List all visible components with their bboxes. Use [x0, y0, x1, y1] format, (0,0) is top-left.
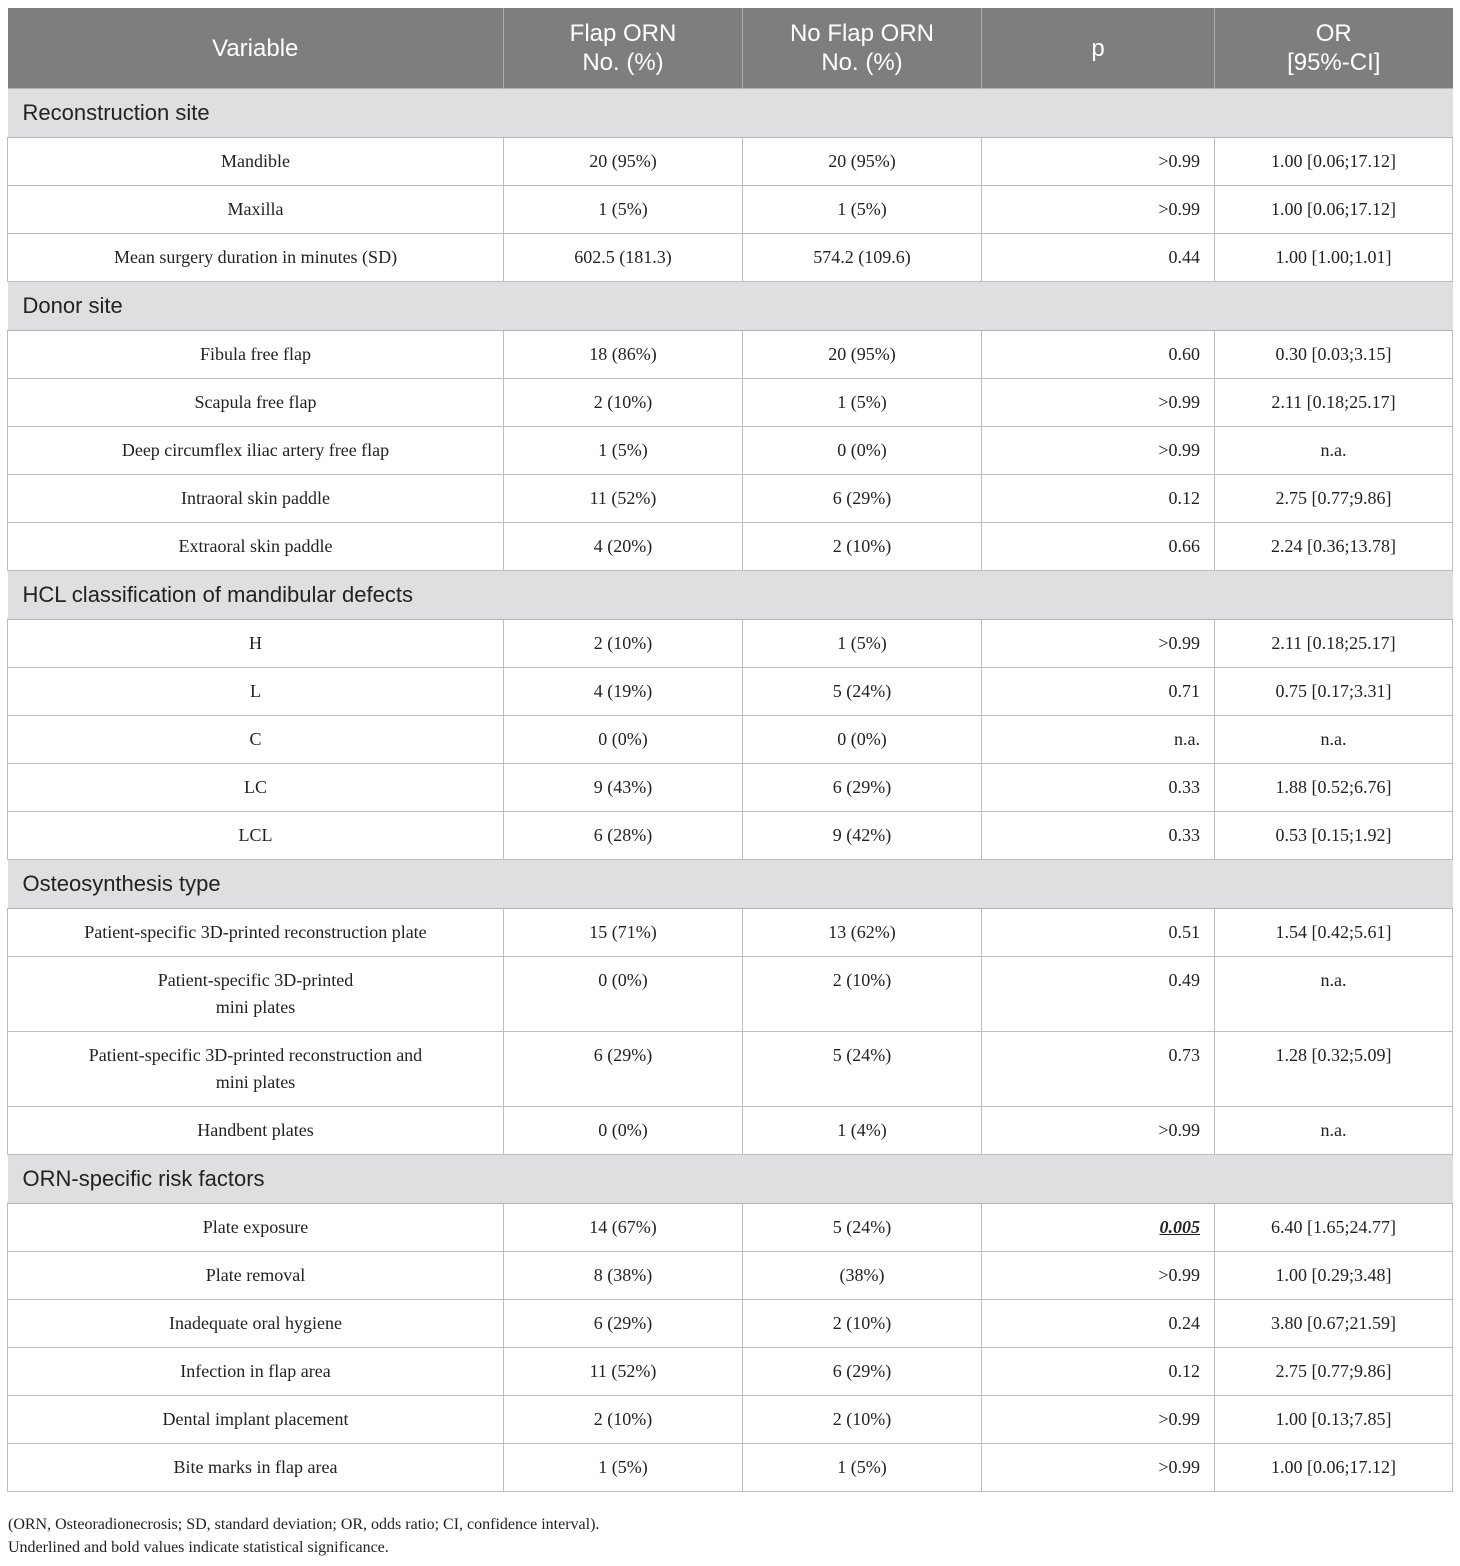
cell-variable: C [8, 716, 504, 764]
table-row [8, 138, 1453, 186]
cell-p-value: n.a. [982, 716, 1215, 764]
table-row [8, 1444, 1453, 1492]
table-row [8, 1300, 1453, 1348]
cell-no-flap-orn: 1 (5%) [743, 1444, 982, 1492]
cell-p-value: 0.24 [982, 1300, 1215, 1348]
table-row [8, 764, 1453, 812]
cell-p-value: >0.99 [982, 186, 1215, 234]
cell-no-flap-orn: 1 (5%) [743, 186, 982, 234]
cell-no-flap-orn: 5 (24%) [743, 1204, 982, 1252]
cell-variable: Bite marks in flap area [8, 1444, 504, 1492]
table-row [8, 379, 1453, 427]
cell-flap-orn: 0 (0%) [504, 716, 743, 764]
cell-flap-orn: 6 (29%) [504, 1300, 743, 1348]
cell-odds-ratio: 2.11 [0.18;25.17] [1215, 379, 1453, 427]
cell-p-value: 0.60 [982, 331, 1215, 379]
table-row [8, 1204, 1453, 1252]
cell-variable: Extraoral skin paddle [8, 523, 504, 571]
section-row [8, 1155, 1453, 1204]
cell-no-flap-orn: 6 (29%) [743, 764, 982, 812]
cell-odds-ratio: 0.30 [0.03;3.15] [1215, 331, 1453, 379]
cell-no-flap-orn: 5 (24%) [743, 1032, 982, 1107]
section-title: HCL classification of mandibular defects [8, 571, 1453, 620]
table-row [8, 668, 1453, 716]
cell-variable: Scapula free flap [8, 379, 504, 427]
cell-flap-orn: 9 (43%) [504, 764, 743, 812]
cell-odds-ratio: 2.24 [0.36;13.78] [1215, 523, 1453, 571]
section-title: Reconstruction site [8, 89, 1453, 138]
cell-variable: LCL [8, 812, 504, 860]
cell-p-value: 0.71 [982, 668, 1215, 716]
cell-variable: Fibula free flap [8, 331, 504, 379]
cell-no-flap-orn: 2 (10%) [743, 1300, 982, 1348]
cell-no-flap-orn: 2 (10%) [743, 957, 982, 1032]
section-row [8, 89, 1453, 138]
cell-no-flap-orn: 0 (0%) [743, 716, 982, 764]
cell-odds-ratio: 1.00 [0.13;7.85] [1215, 1396, 1453, 1444]
table-row [8, 620, 1453, 668]
cell-variable: Infection in flap area [8, 1348, 504, 1396]
cell-flap-orn: 0 (0%) [504, 1107, 743, 1155]
table-row [8, 1396, 1453, 1444]
cell-p-value: >0.99 [982, 620, 1215, 668]
table-row [8, 1348, 1453, 1396]
table-row [8, 909, 1453, 957]
cell-no-flap-orn: 2 (10%) [743, 523, 982, 571]
cell-variable: Patient-specific 3D-printed reconstruction plate [8, 909, 504, 957]
cell-variable: LC [8, 764, 504, 812]
cell-flap-orn: 1 (5%) [504, 427, 743, 475]
cell-p-value: >0.99 [982, 379, 1215, 427]
cell-variable: Mean surgery duration in minutes (SD) [8, 234, 504, 282]
cell-flap-orn: 4 (19%) [504, 668, 743, 716]
cell-flap-orn: 602.5 (181.3) [504, 234, 743, 282]
cell-odds-ratio: 3.80 [0.67;21.59] [1215, 1300, 1453, 1348]
cell-variable: Intraoral skin paddle [8, 475, 504, 523]
cell-p-value: >0.99 [982, 138, 1215, 186]
cell-no-flap-orn: 6 (29%) [743, 475, 982, 523]
header-p-value: p [982, 8, 1215, 89]
cell-flap-orn: 2 (10%) [504, 1396, 743, 1444]
footnote-abbreviations: (ORN, Osteoradionecrosis; SD, standard deviation; OR, odds ratio; CI, confidence interval). [8, 1516, 600, 1533]
cell-odds-ratio: 1.88 [0.52;6.76] [1215, 764, 1453, 812]
cell-p-value: >0.99 [982, 1107, 1215, 1155]
header-odds-ratio: OR [95%-CI] [1215, 8, 1453, 89]
cell-variable: Plate removal [8, 1252, 504, 1300]
cell-variable: Dental implant placement [8, 1396, 504, 1444]
cell-p-value: 0.12 [982, 475, 1215, 523]
cell-odds-ratio: 0.53 [0.15;1.92] [1215, 812, 1453, 860]
cell-variable: H [8, 620, 504, 668]
cell-flap-orn: 8 (38%) [504, 1252, 743, 1300]
cell-flap-orn: 14 (67%) [504, 1204, 743, 1252]
cell-flap-orn: 1 (5%) [504, 186, 743, 234]
cell-odds-ratio: 1.00 [0.06;17.12] [1215, 1444, 1453, 1492]
table-row [8, 716, 1453, 764]
cell-p-value: 0.49 [982, 957, 1215, 1032]
footnotes [8, 1513, 599, 1559]
table-row [8, 523, 1453, 571]
cell-flap-orn: 11 (52%) [504, 475, 743, 523]
section-title: Osteosynthesis type [8, 860, 1453, 909]
cell-variable: Handbent plates [8, 1107, 504, 1155]
cell-variable: Patient-specific 3D-printed reconstruction and mini plates [8, 1032, 504, 1107]
cell-no-flap-orn: 574.2 (109.6) [743, 234, 982, 282]
cell-flap-orn: 2 (10%) [504, 620, 743, 668]
cell-odds-ratio: 2.11 [0.18;25.17] [1215, 620, 1453, 668]
results-table [7, 8, 1453, 1492]
cell-no-flap-orn: (38%) [743, 1252, 982, 1300]
data-table-container [7, 8, 1452, 1492]
cell-p-value: >0.99 [982, 1252, 1215, 1300]
cell-variable: Patient-specific 3D-printed mini plates [8, 957, 504, 1032]
footnote-significance: Underlined and bold values indicate statistical significance. [8, 1539, 389, 1556]
cell-p-value: 0.33 [982, 812, 1215, 860]
table-row [8, 957, 1453, 1032]
cell-no-flap-orn: 1 (4%) [743, 1107, 982, 1155]
section-title: ORN-specific risk factors [8, 1155, 1453, 1204]
cell-p-value: >0.99 [982, 427, 1215, 475]
cell-odds-ratio: 1.00 [0.06;17.12] [1215, 186, 1453, 234]
table-row [8, 1252, 1453, 1300]
cell-odds-ratio: 2.75 [0.77;9.86] [1215, 1348, 1453, 1396]
cell-no-flap-orn: 20 (95%) [743, 331, 982, 379]
cell-flap-orn: 11 (52%) [504, 1348, 743, 1396]
cell-p-value: 0.66 [982, 523, 1215, 571]
table-row [8, 1032, 1453, 1107]
table-row [8, 331, 1453, 379]
cell-no-flap-orn: 9 (42%) [743, 812, 982, 860]
cell-no-flap-orn: 20 (95%) [743, 138, 982, 186]
cell-no-flap-orn: 0 (0%) [743, 427, 982, 475]
cell-flap-orn: 4 (20%) [504, 523, 743, 571]
cell-flap-orn: 18 (86%) [504, 331, 743, 379]
section-row [8, 282, 1453, 331]
cell-variable: Inadequate oral hygiene [8, 1300, 504, 1348]
section-row [8, 860, 1453, 909]
cell-odds-ratio: 1.54 [0.42;5.61] [1215, 909, 1453, 957]
table-row [8, 812, 1453, 860]
header-flap-orn: Flap ORN No. (%) [504, 8, 743, 89]
table-row [8, 1107, 1453, 1155]
cell-flap-orn: 1 (5%) [504, 1444, 743, 1492]
cell-flap-orn: 6 (28%) [504, 812, 743, 860]
cell-variable: Deep circumflex iliac artery free flap [8, 427, 504, 475]
section-title: Donor site [8, 282, 1453, 331]
cell-odds-ratio: n.a. [1215, 427, 1453, 475]
cell-odds-ratio: 1.00 [0.06;17.12] [1215, 138, 1453, 186]
cell-odds-ratio: 0.75 [0.17;3.31] [1215, 668, 1453, 716]
cell-odds-ratio: 6.40 [1.65;24.77] [1215, 1204, 1453, 1252]
cell-odds-ratio: n.a. [1215, 716, 1453, 764]
cell-flap-orn: 2 (10%) [504, 379, 743, 427]
cell-flap-orn: 15 (71%) [504, 909, 743, 957]
cell-flap-orn: 6 (29%) [504, 1032, 743, 1107]
table-header [8, 8, 1453, 89]
table-row [8, 475, 1453, 523]
cell-no-flap-orn: 2 (10%) [743, 1396, 982, 1444]
table-row [8, 427, 1453, 475]
cell-p-value: 0.33 [982, 764, 1215, 812]
table-body [8, 89, 1453, 1492]
cell-odds-ratio: 1.28 [0.32;5.09] [1215, 1032, 1453, 1107]
cell-odds-ratio: 1.00 [0.29;3.48] [1215, 1252, 1453, 1300]
cell-p-value: 0.12 [982, 1348, 1215, 1396]
cell-p-value: >0.99 [982, 1444, 1215, 1492]
cell-variable: Mandible [8, 138, 504, 186]
cell-p-value: 0.51 [982, 909, 1215, 957]
cell-no-flap-orn: 5 (24%) [743, 668, 982, 716]
cell-odds-ratio: n.a. [1215, 957, 1453, 1032]
cell-no-flap-orn: 6 (29%) [743, 1348, 982, 1396]
section-row [8, 571, 1453, 620]
header-variable: Variable [8, 8, 504, 89]
cell-p-value: 0.44 [982, 234, 1215, 282]
cell-flap-orn: 20 (95%) [504, 138, 743, 186]
table-row [8, 234, 1453, 282]
table-row [8, 186, 1453, 234]
cell-p-value: 0.005 [982, 1204, 1215, 1252]
cell-odds-ratio: n.a. [1215, 1107, 1453, 1155]
cell-p-value: 0.73 [982, 1032, 1215, 1107]
cell-odds-ratio: 1.00 [1.00;1.01] [1215, 234, 1453, 282]
cell-no-flap-orn: 1 (5%) [743, 620, 982, 668]
cell-variable: Maxilla [8, 186, 504, 234]
cell-odds-ratio: 2.75 [0.77;9.86] [1215, 475, 1453, 523]
header-no-flap-orn: No Flap ORN No. (%) [743, 8, 982, 89]
cell-no-flap-orn: 13 (62%) [743, 909, 982, 957]
cell-no-flap-orn: 1 (5%) [743, 379, 982, 427]
cell-flap-orn: 0 (0%) [504, 957, 743, 1032]
cell-variable: L [8, 668, 504, 716]
cell-variable: Plate exposure [8, 1204, 504, 1252]
cell-p-value: >0.99 [982, 1396, 1215, 1444]
